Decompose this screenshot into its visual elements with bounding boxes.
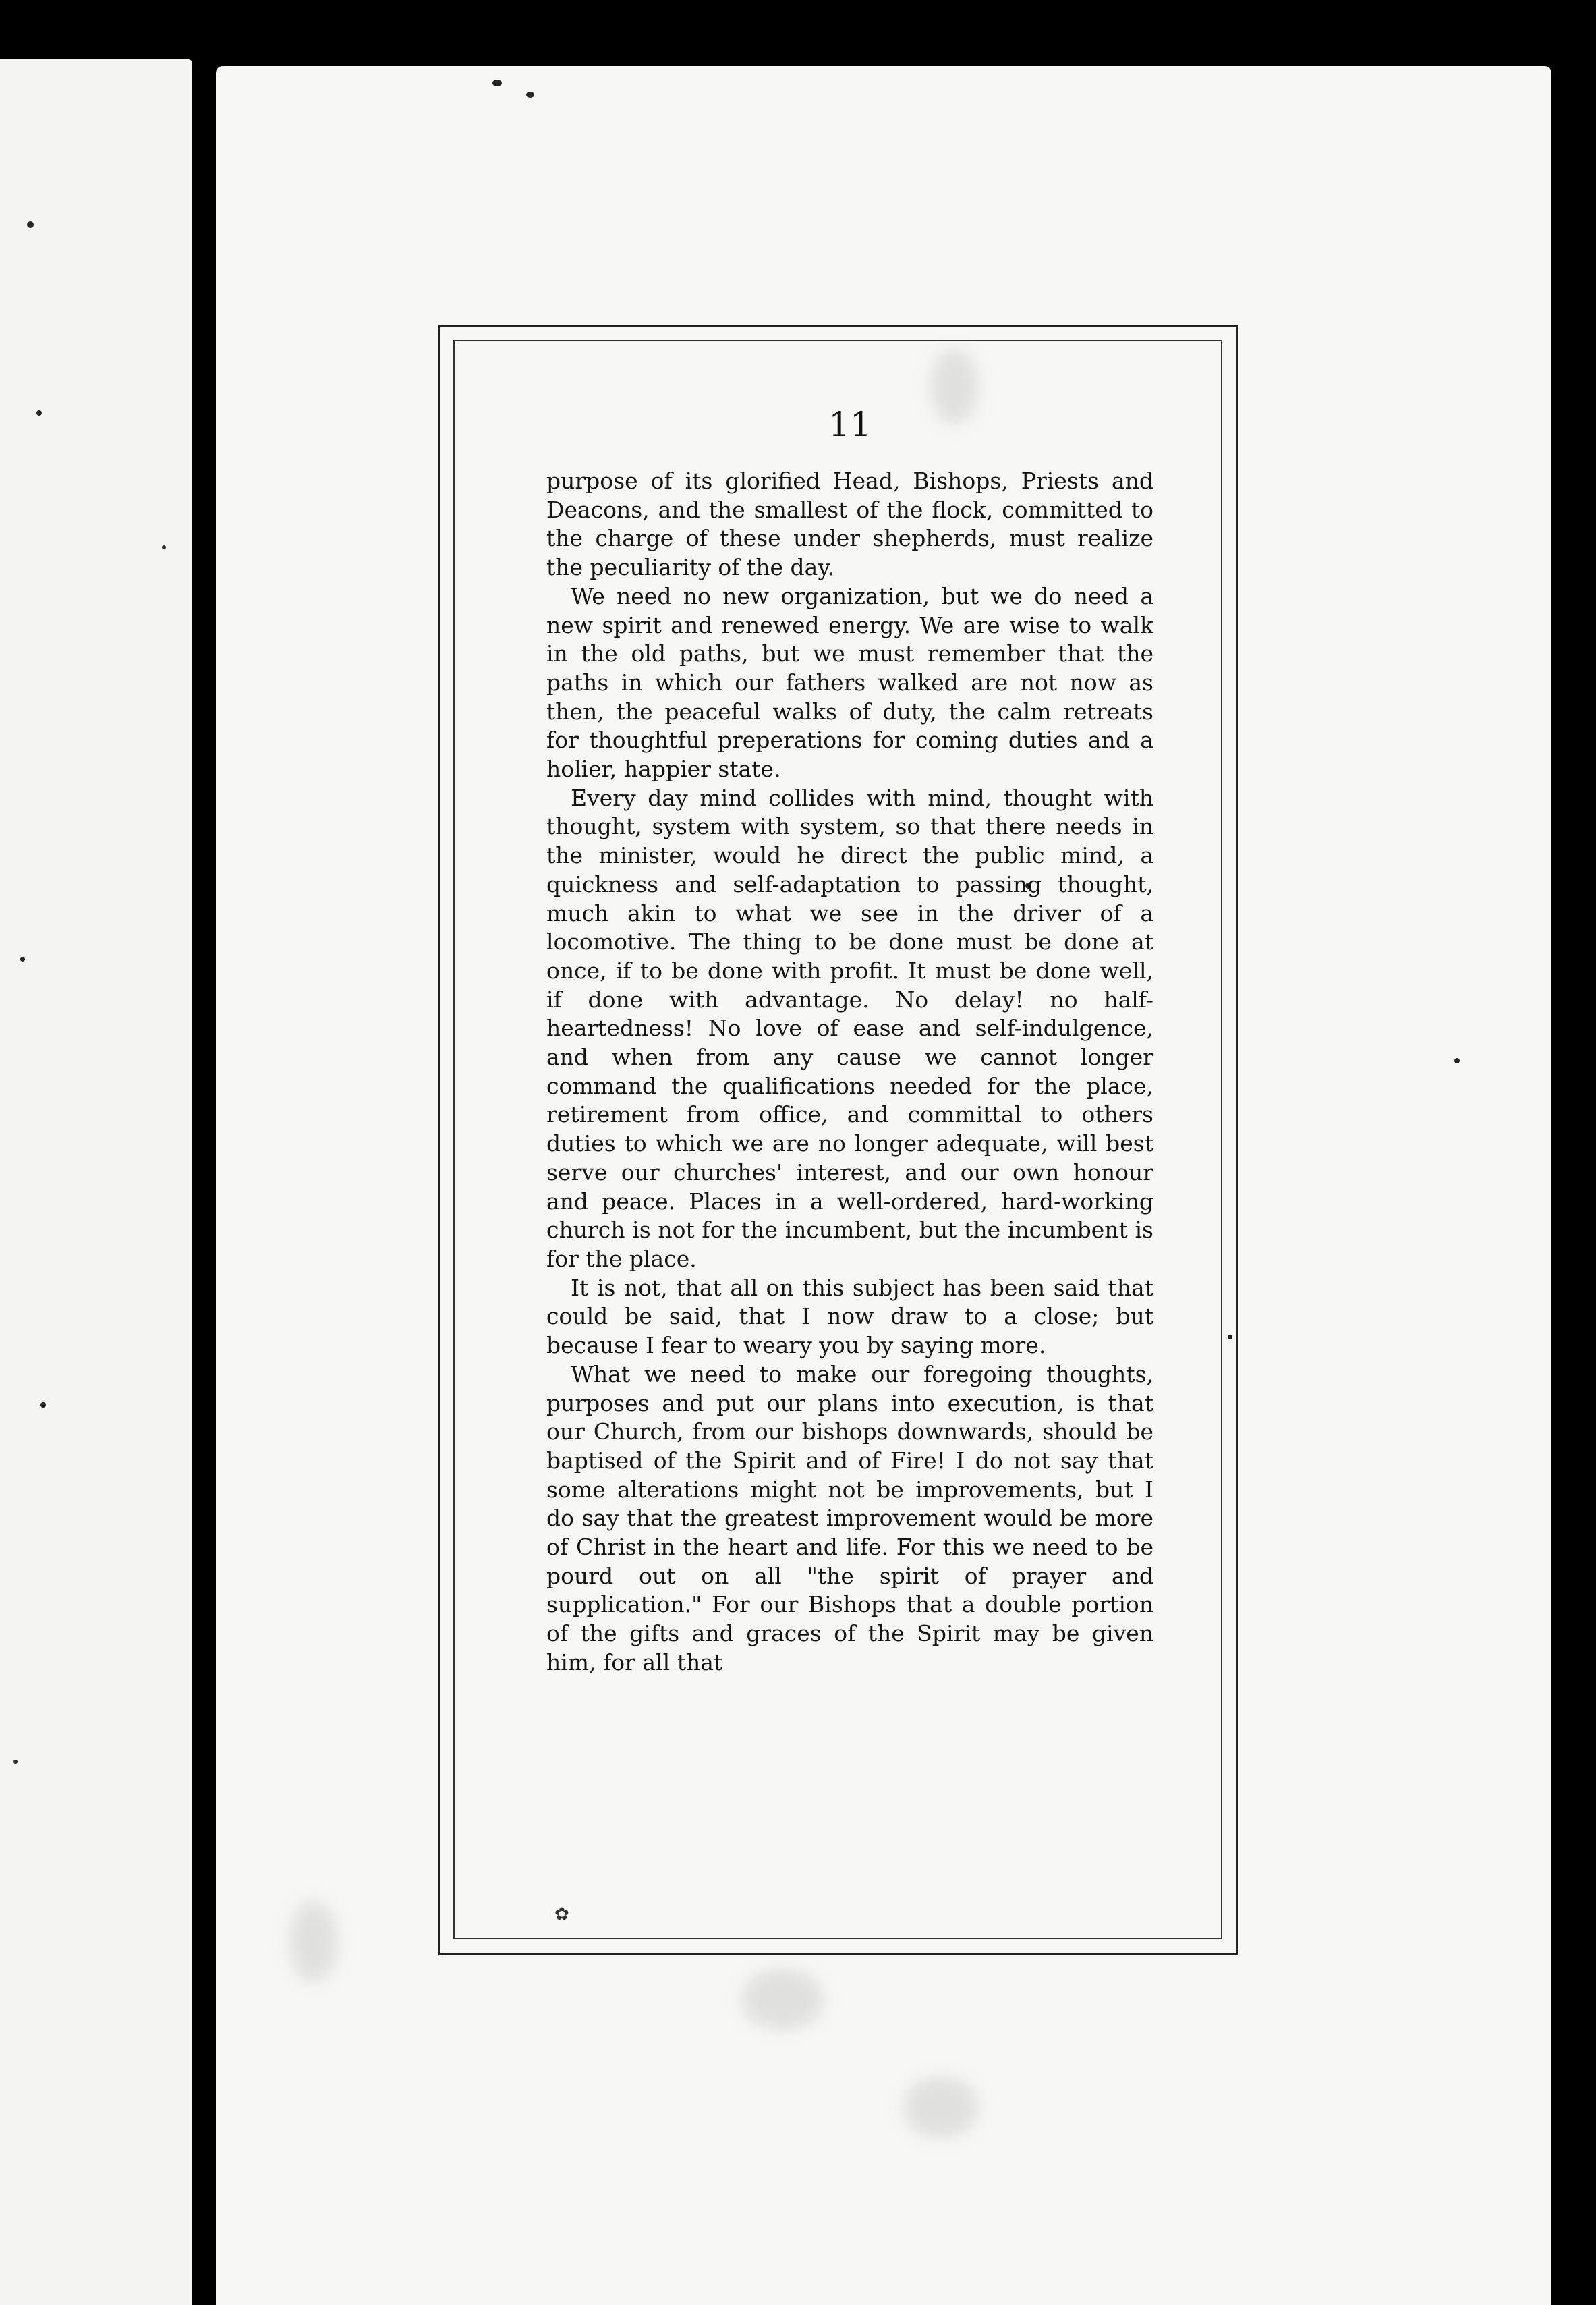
ink-speck bbox=[162, 545, 166, 549]
paper-smudge bbox=[290, 1901, 337, 1982]
ink-speck bbox=[27, 221, 34, 228]
paper-smudge bbox=[742, 1969, 823, 2030]
ink-speck bbox=[36, 410, 42, 416]
paragraph: purpose of its glorified Head, Bishops, Priests and Deacons, and the smallest of the flock, committed to the charge of these under shepherds, must realize the peculiarity of the day. bbox=[546, 468, 1153, 581]
paragraph: What we need to make our foregoing thoughts, purposes and put our plans into execution, is that our Church, from our bishops downwards, should be baptised of the Spirit and of Fire! I do not say that some alterations might not be improvements, but I do say that the greatest improvement would be more of Christ in the heart and life. For this we need to be pourd out on all "the spirit of prayer and supplication." For our Bishops that a double portion of the gifts and graces of the Spirit may be given him, for all that bbox=[546, 1360, 1153, 1675]
ink-speck bbox=[492, 80, 502, 86]
paragraph: Every day mind collides with mind, thought with thought, system with system, so that there needs in the minister, would he direct the public mind, a quickness and self-adaptation to passing thought, much akin to what we see in the driver of a locomotive. The thing to be done must be done at once, if to be done with profit. It must be done well, if done with advantage. No delay! no half-heartedness! No love of ease and self-indulgence, and when from any cause we cannot longer command the qualifications needed for the place, retirement from office, and committal to others duties to which we are no longer adequate, will best serve our churches' interest, and our own honour and peace. Places in a well-ordered, hard-working church is not for the incumbent, but the incumbent is for the place. bbox=[546, 784, 1153, 1272]
ink-speck bbox=[13, 1760, 18, 1764]
ink-speck bbox=[1454, 1058, 1460, 1063]
facing-page-edge bbox=[0, 59, 192, 2305]
ink-speck bbox=[40, 1402, 46, 1408]
paragraph: We need no new organization, but we do need a new spirit and renewed energy. We are wise to walk in the old paths, but we must remember that the paths in which our fathers walked are not now as then, the peaceful walks of duty, the calm retreats for thoughtful preperations for coming duties and a holier, happier state. bbox=[546, 582, 1153, 783]
footer-ornament-icon: ✿ bbox=[554, 1904, 569, 1924]
ink-speck bbox=[20, 957, 25, 962]
paragraph: It is not, that all on this subject has been said that could be said, that I now draw to a close; but because I fear to weary you by saying more. bbox=[546, 1274, 1153, 1359]
paper-smudge bbox=[904, 2077, 978, 2138]
body-text bbox=[546, 467, 1153, 1677]
page-number: 11 bbox=[828, 405, 872, 444]
ink-speck bbox=[526, 92, 534, 98]
